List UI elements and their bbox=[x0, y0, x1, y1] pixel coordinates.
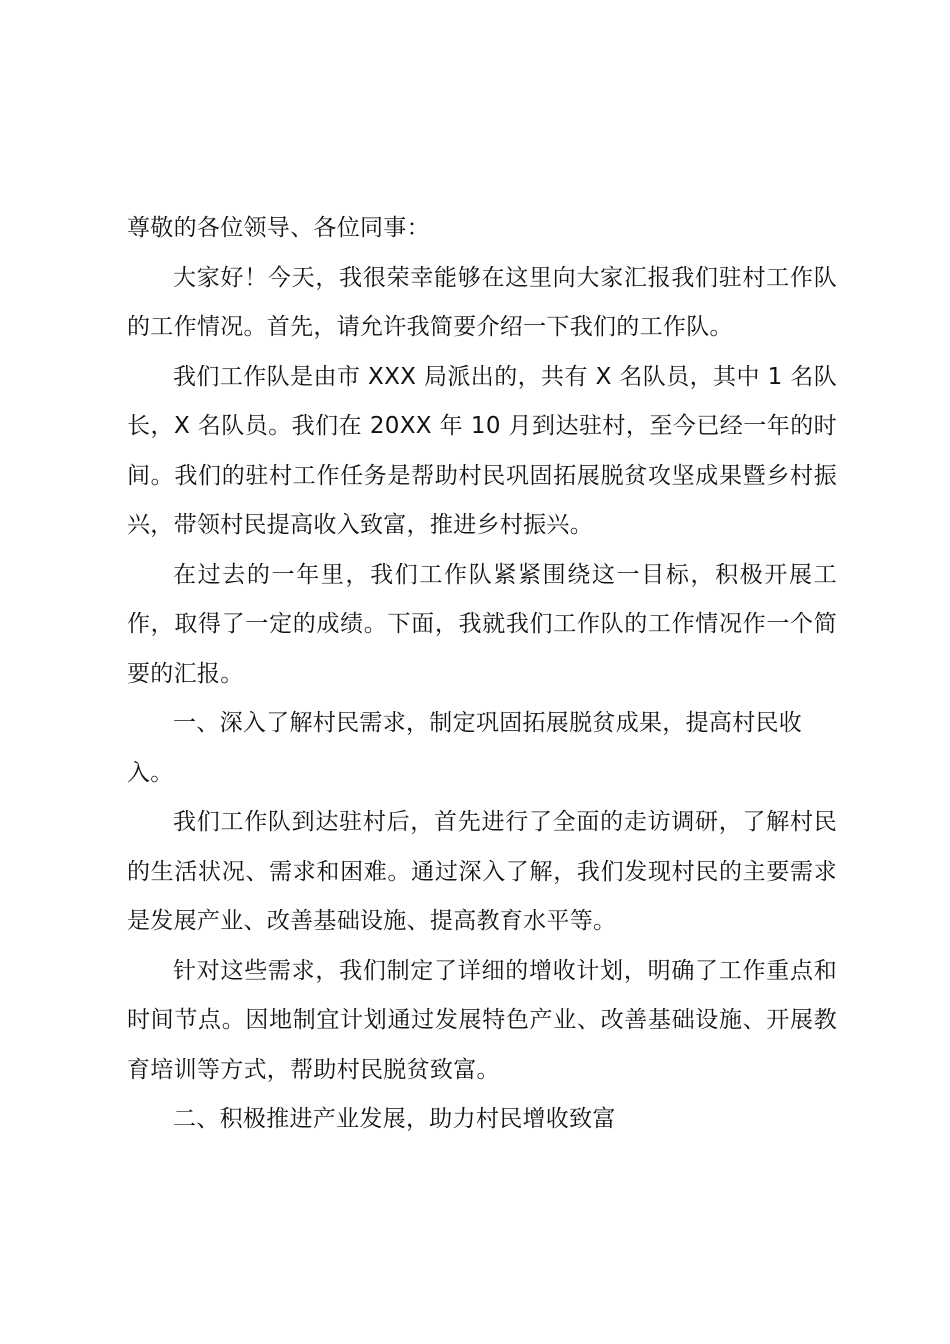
intro-paragraph: 大家好！今天，我很荣幸能够在这里向大家汇报我们驻村工作队的工作情况。首先，请允许我简要介绍一下我们的工作队。 bbox=[127, 264, 837, 340]
section-1-heading: 一、深入了解村民需求，制定巩固拓展脱贫成果，提高村民收入。 bbox=[127, 710, 803, 786]
section-1-paragraph-1: 我们工作队到达驻村后，首先进行了全面的走访调研，了解村民的生活状况、需求和困难。通过深入了解，我们发现村民的主要需求是发展产业、改善基础设施、提高教育水平等。 bbox=[127, 809, 837, 934]
section-1-paragraph-2: 针对这些需求，我们制定了详细的增收计划，明确了工作重点和时间节点。因地制宜计划通过发展特色产业、改善基础设施、开展教育培训等方式，帮助村民脱贫致富。 bbox=[127, 957, 837, 1083]
summary-paragraph: 在过去的一年里，我们工作队紧紧围绕这一目标，积极开展工作，取得了一定的成绩。下面，我就我们工作队的工作情况作一个简要的汇报。 bbox=[127, 561, 837, 687]
document-body bbox=[127, 204, 837, 1145]
section-2-heading: 二、积极推进产业发展，助力村民增收致富 bbox=[173, 1106, 616, 1132]
salutation: 尊敬的各位领导、各位同事： bbox=[127, 215, 430, 241]
team-paragraph: 我们工作队是由市 XXX 局派出的，共有 X 名队员，其中 1 名队长，X 名队员。我们在 20XX 年 10 月到达驻村，至今已经一年的时间。我们的驻村工作任务是帮助村民巩固拓展脱贫攻坚成果暨乡村振兴，带领村民提高收入致富，推进乡村振兴。 bbox=[127, 363, 837, 538]
